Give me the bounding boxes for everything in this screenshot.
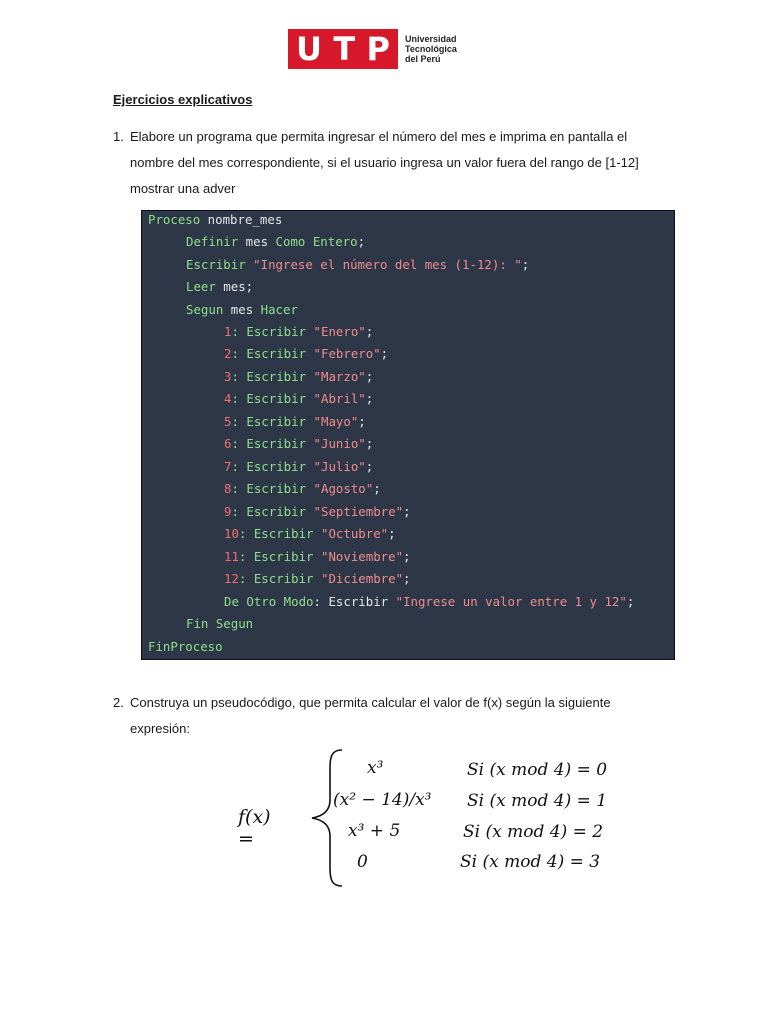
code-text: ; [365,324,374,339]
code-string: "Abril" [313,391,366,406]
code-string: "Enero" [313,324,366,339]
question-2-number: 2. [113,695,124,710]
code-line-default [224,593,634,611]
code-text: ; [521,257,530,272]
logo-wordmark [405,34,457,64]
code-keyword: : Escribir [231,436,314,451]
code-string: "Agosto" [313,481,374,496]
code-string: "Octubre" [320,526,389,541]
code-keyword: : Escribir [231,346,314,361]
code-line-definir [186,233,365,251]
case-number: 9 [224,504,232,519]
code-keyword: : Escribir [231,391,314,406]
formula-case-expr: x³ [367,758,384,778]
case-number: 7 [224,459,232,474]
question-2-text: Construya un pseudocódigo, que permita calcular el valor de f(x) según la siguiente expresión: [130,695,611,736]
code-text: ; [388,526,396,541]
code-line-finproceso: FinProceso [148,639,223,654]
question-1-number: 1. [113,129,124,144]
code-text: mes [223,302,261,317]
code-keyword: : Escribir [231,459,314,474]
code-text: ; [626,594,635,609]
code-text: ; [403,571,411,586]
code-string: "Ingrese un valor entre 1 y 12" [395,594,627,609]
code-keyword: : Escribir [238,549,321,564]
code-keyword: Segun [186,302,224,317]
logo-letter-u: U [296,30,322,68]
code-line-case [224,570,411,588]
code-line-case [224,435,373,453]
case-number: 5 [224,414,232,429]
formula-case-cond: Si (x mod 4) = 2 [463,822,604,842]
code-string: "Junio" [313,436,366,451]
code-keyword: : Escribir [238,526,321,541]
code-line-case [224,345,388,363]
code-keyword: Hacer [260,302,298,317]
code-keyword: : Escribir [231,369,314,384]
code-text: nombre_mes [200,212,283,227]
code-keyword: Escribir [186,257,246,272]
code-text: ; [365,459,374,474]
code-keyword: De Otro Modo [224,594,314,609]
case-number: 10 [224,526,239,541]
logo-line-3: del Perú [405,54,441,64]
formula-case-expr: (x² − 14)/x³ [333,790,432,810]
code-line-case [224,390,373,408]
case-number: 8 [224,481,232,496]
code-text: ; [358,414,366,429]
code-line-fin-segun: Fin Segun [186,616,254,631]
code-text: ; [365,436,374,451]
left-brace [308,748,348,890]
case-number: 3 [224,369,232,384]
code-line-case [224,458,373,476]
question-1-text: Elabore un programa que permita ingresar el número del mes e imprima en pantalla el nombre del mes correspondiente, si el usuario ingresa un valor fuera del rango de [1-12] mostrar una adver [130,129,639,196]
case-number: 12 [224,571,239,586]
case-number: 11 [224,549,239,564]
logo-line-2: Tecnológica [405,44,457,54]
case-number: 6 [224,436,232,451]
formula-case-cond: Si (x mod 4) = 1 [467,791,608,811]
code-line-case [224,503,411,521]
code-line-case [224,480,381,498]
code-string: "Mayo" [313,414,359,429]
code-string: "Septiembre" [313,504,404,519]
section-heading: Ejercicios explicativos [113,92,253,107]
code-text: ; [373,481,381,496]
code-keyword: Definir [186,234,239,249]
code-text: ; [365,391,374,406]
code-keyword: Proceso [148,212,201,227]
formula-case-expr: x³ + 5 [348,821,401,841]
code-text: mes; [215,279,254,294]
code-block [141,210,675,660]
code-string: "Marzo" [313,369,366,384]
formula-case-expr: 0 [357,852,368,872]
code-keyword: Como Entero [275,234,358,249]
case-number: 2 [224,346,232,361]
code-line-case [224,548,411,566]
logo-mark [288,29,398,69]
code-string: "Febrero" [313,346,381,361]
code-line-case [224,368,373,386]
code-line-segun [186,301,298,319]
case-number: 1 [224,324,232,339]
code-text: : Escribir [313,594,396,609]
code-string: "Diciembre" [320,571,404,586]
code-line-case [224,525,396,543]
code-keyword: Leer [186,279,216,294]
code-line-case [224,323,373,341]
code-text: ; [357,234,366,249]
code-line-proceso [148,211,282,229]
code-line-leer [186,278,253,296]
code-line-escribir [186,256,529,274]
code-keyword: : Escribir [231,324,314,339]
code-text: ; [403,504,411,519]
code-text: ; [403,549,411,564]
code-keyword: : Escribir [231,414,314,429]
code-string: "Ingrese el número del mes (1-12): " [245,257,522,272]
formula-case-cond: Si (x mod 4) = 0 [467,760,608,780]
code-keyword: : Escribir [231,481,314,496]
logo-letter-t: T [333,30,356,68]
code-text: ; [380,346,389,361]
code-text: mes [238,234,276,249]
code-keyword: : Escribir [238,571,321,586]
code-keyword: : Escribir [231,504,314,519]
case-number: 4 [224,391,232,406]
formula-label: f(x) = [238,806,271,850]
code-text: ; [365,369,374,384]
code-line-case [224,413,366,431]
formula-case-cond: Si (x mod 4) = 3 [460,852,601,872]
code-string: "Julio" [313,459,366,474]
utp-logo [288,29,457,69]
code-string: "Noviembre" [320,549,404,564]
logo-letter-p: P [366,30,390,68]
logo-line-1: Universidad [405,34,457,44]
